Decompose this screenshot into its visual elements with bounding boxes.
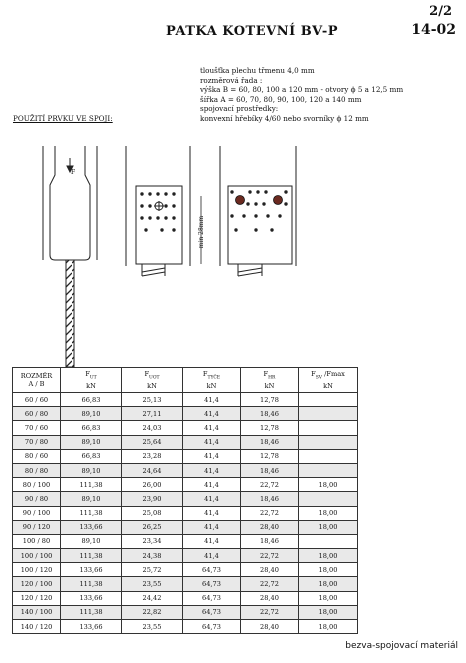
header-unit: A / B <box>28 380 45 388</box>
table-row <box>13 407 358 421</box>
nail-hole <box>278 214 281 217</box>
table-cell: 26,00 <box>122 478 183 492</box>
rod-line <box>238 268 262 272</box>
nail-hole <box>156 192 159 195</box>
nail-hole <box>156 216 159 219</box>
header-symbol: F <box>144 369 150 378</box>
column-header <box>122 368 183 393</box>
nail-hole <box>164 216 167 219</box>
table-cell: 41,4 <box>183 449 241 463</box>
table-cell: 89,10 <box>61 492 122 506</box>
table-cell: 111,38 <box>61 478 122 492</box>
table-row <box>13 435 358 449</box>
plate-outline <box>136 186 182 264</box>
table-cell: 111,38 <box>61 577 122 591</box>
spec-line: výška B = 60, 80, 100 a 120 mm - otvory ϕ 5 a 12,5 mm <box>200 85 404 95</box>
table-cell: 25,72 <box>122 563 183 577</box>
table-row <box>13 492 358 506</box>
table-row <box>13 620 358 634</box>
column-header <box>13 368 61 393</box>
spec-line: spojovací prostředky: <box>200 104 279 114</box>
column-header <box>241 368 299 393</box>
table-cell: 41,4 <box>183 393 241 407</box>
table-cell: 18,00 <box>299 520 358 534</box>
table-cell <box>299 534 358 548</box>
table-cell: 23,28 <box>122 449 183 463</box>
table-cell: 64,73 <box>183 563 241 577</box>
table-cell: 18,00 <box>299 605 358 619</box>
table-cell <box>299 421 358 435</box>
header-symbol: F <box>311 369 316 378</box>
table-cell: 24,03 <box>122 421 183 435</box>
table-cell: 66,83 <box>61 449 122 463</box>
footer-brand: bezva-spojovací materiál <box>345 641 458 651</box>
table-row <box>13 605 358 619</box>
table-cell: 24,42 <box>122 591 183 605</box>
header-unit: kN <box>147 382 157 391</box>
table-cell: 18,46 <box>241 463 299 477</box>
table-cell: 18,46 <box>241 407 299 421</box>
nail-hole <box>172 204 175 207</box>
table-cell: 22,72 <box>241 478 299 492</box>
rod-line <box>238 272 262 276</box>
page-number: 2/2 <box>429 4 452 19</box>
table-cell: 12,78 <box>241 421 299 435</box>
table-cell: 89,10 <box>61 463 122 477</box>
table-cell: 111,38 <box>61 549 122 563</box>
nail-hole <box>140 216 143 219</box>
table-cell <box>299 492 358 506</box>
nail-hole <box>254 228 257 231</box>
table-cell: 22,72 <box>241 577 299 591</box>
spec-list <box>200 66 403 124</box>
nail-hole <box>256 190 259 193</box>
table-row <box>13 506 358 520</box>
table-cell: 70 / 80 <box>13 435 61 449</box>
table-cell: 133,66 <box>61 620 122 634</box>
table-cell: 80 / 100 <box>13 478 61 492</box>
table-cell: 18,46 <box>241 492 299 506</box>
column-header <box>299 368 358 393</box>
spec-line: šířka A = 60, 70, 80, 90, 100, 120 a 140 mm <box>200 94 362 104</box>
column-header <box>183 368 241 393</box>
column-header <box>61 368 122 393</box>
table-cell: 133,66 <box>61 563 122 577</box>
nail-hole <box>284 190 287 193</box>
table-cell: 80 / 60 <box>13 449 61 463</box>
dimension-label: min 28mm <box>198 215 205 249</box>
table-row <box>13 463 358 477</box>
table-cell: 25,08 <box>122 506 183 520</box>
table-cell: 64,73 <box>183 591 241 605</box>
table-cell: 41,4 <box>183 421 241 435</box>
header-unit: kN <box>264 382 275 391</box>
table-cell: 100 / 80 <box>13 534 61 548</box>
table-cell: 41,4 <box>183 520 241 534</box>
nail-hole <box>270 228 273 231</box>
table-cell: 60 / 80 <box>13 407 61 421</box>
table-row <box>13 577 358 591</box>
nail-hole <box>254 202 257 205</box>
side-view <box>43 146 97 367</box>
table-row <box>13 520 358 534</box>
nail-hole <box>264 190 267 193</box>
nail-hole <box>266 214 269 217</box>
technical-drawing <box>0 130 466 370</box>
table-cell: 27,11 <box>122 407 183 421</box>
nail-hole <box>164 192 167 195</box>
table-cell <box>299 463 358 477</box>
force-label: F <box>71 169 76 176</box>
table-cell: 100 / 100 <box>13 549 61 563</box>
header-symbol: F <box>85 369 90 378</box>
nail-hole <box>140 204 143 207</box>
table-cell: 41,4 <box>183 478 241 492</box>
nail-hole <box>246 202 249 205</box>
table-row <box>13 393 358 407</box>
table-cell: 12,78 <box>241 393 299 407</box>
nail-hole <box>230 190 233 193</box>
table-cell: 23,34 <box>122 534 183 548</box>
table-cell: 140 / 100 <box>13 605 61 619</box>
table-cell: 24,64 <box>122 463 183 477</box>
table-cell <box>299 393 358 407</box>
table-cell: 18,00 <box>299 620 358 634</box>
table-cell: 18,00 <box>299 563 358 577</box>
table-cell: 41,4 <box>183 549 241 563</box>
table-cell: 90 / 120 <box>13 520 61 534</box>
table-cell: 111,38 <box>61 506 122 520</box>
spec-line: rozměrová řada : <box>200 75 263 85</box>
nail-hole <box>284 202 287 205</box>
table-cell: 41,4 <box>183 492 241 506</box>
header-subscript: HR <box>268 375 276 381</box>
table-cell: 18,00 <box>299 577 358 591</box>
nail-hole <box>172 216 175 219</box>
table-cell: 18,00 <box>299 478 358 492</box>
nail-hole <box>148 192 151 195</box>
table-cell: 22,72 <box>241 549 299 563</box>
table-cell: 18,46 <box>241 534 299 548</box>
nail-hole <box>148 204 151 207</box>
bolt-hole <box>236 196 245 205</box>
table-cell: 25,13 <box>122 393 183 407</box>
table-cell <box>299 407 358 421</box>
table-cell: 22,72 <box>241 605 299 619</box>
table-cell: 90 / 100 <box>13 506 61 520</box>
table-cell: 22,72 <box>241 506 299 520</box>
table-cell: 120 / 120 <box>13 591 61 605</box>
nail-hole <box>172 192 175 195</box>
header-unit: kN <box>323 382 333 391</box>
table-cell: 41,4 <box>183 407 241 421</box>
table-cell: 41,4 <box>183 435 241 449</box>
table-cell: 18,00 <box>299 506 358 520</box>
table-cell: 89,10 <box>61 435 122 449</box>
nail-hole <box>254 214 257 217</box>
front-view-nails <box>126 146 190 276</box>
table-row <box>13 478 358 492</box>
table-row <box>13 534 358 548</box>
table-cell <box>299 435 358 449</box>
nail-hole <box>144 228 147 231</box>
table-cell: 41,4 <box>183 534 241 548</box>
table-cell: 41,4 <box>183 506 241 520</box>
spec-line: konvexní hřebíky 4/60 nebo svorníky ϕ 12 mm <box>200 113 369 123</box>
table-row <box>13 421 358 435</box>
header-symbol: F <box>263 369 269 378</box>
table-row <box>13 563 358 577</box>
threaded-rod <box>66 260 74 367</box>
table-body <box>13 393 358 634</box>
header-subscript: UOT <box>149 375 160 381</box>
table-cell: 111,38 <box>61 605 122 619</box>
rod-line <box>142 268 165 272</box>
load-table <box>12 367 358 634</box>
table-cell: 89,10 <box>61 407 122 421</box>
nail-hole <box>242 214 245 217</box>
front-view-bolts <box>220 146 296 276</box>
document-title: PATKA KOTEVNÍ BV-P <box>166 24 338 39</box>
table-cell: 90 / 80 <box>13 492 61 506</box>
table-cell: 23,55 <box>122 620 183 634</box>
header-unit: kN <box>206 382 217 391</box>
table-row <box>13 591 358 605</box>
header-subscript: TYČE <box>207 375 221 381</box>
usage-label: POUŽITÍ PRVKU VE SPOJI: <box>13 114 113 123</box>
nail-hole <box>172 228 175 231</box>
spec-line: tloušťka plechu třmenu 4,0 mm <box>200 66 315 75</box>
nail-hole <box>248 190 251 193</box>
nail-hole <box>148 216 151 219</box>
nail-hole <box>230 214 233 217</box>
table-cell: 25,64 <box>122 435 183 449</box>
table-cell <box>299 449 358 463</box>
rod-line <box>142 272 165 276</box>
table-cell: 60 / 60 <box>13 393 61 407</box>
table-cell: 24,38 <box>122 549 183 563</box>
table-cell: 89,10 <box>61 534 122 548</box>
header-unit: kN <box>86 382 96 391</box>
header-subscript: SV <box>315 375 323 381</box>
table-row <box>13 449 358 463</box>
table-header <box>13 368 358 393</box>
table-cell: 18,46 <box>241 435 299 449</box>
header-symbol: ROZMĚR <box>20 372 53 380</box>
table-cell: 18,00 <box>299 591 358 605</box>
nail-hole <box>160 228 163 231</box>
table-cell: 22,82 <box>122 605 183 619</box>
table-row <box>13 549 358 563</box>
table-cell: 12,78 <box>241 449 299 463</box>
nail-hole <box>234 228 237 231</box>
table-cell: 26,25 <box>122 520 183 534</box>
table-cell: 28,40 <box>241 591 299 605</box>
table-cell: 133,66 <box>61 520 122 534</box>
table-cell: 120 / 100 <box>13 577 61 591</box>
table-cell: 66,83 <box>61 393 122 407</box>
table-cell: 64,73 <box>183 577 241 591</box>
table-cell: 28,40 <box>241 520 299 534</box>
table-cell: 100 / 120 <box>13 563 61 577</box>
document-code: 14-02 <box>411 22 456 38</box>
table-cell: 28,40 <box>241 620 299 634</box>
table-cell: 23,90 <box>122 492 183 506</box>
nail-hole <box>262 202 265 205</box>
nail-hole <box>164 204 167 207</box>
nail-hole <box>140 192 143 195</box>
table-cell: 41,4 <box>183 463 241 477</box>
table-cell: 18,00 <box>299 549 358 563</box>
header-symbol: F <box>202 369 208 378</box>
table-cell: 66,83 <box>61 421 122 435</box>
header-suffix: /Fmax <box>322 369 345 378</box>
table-cell: 133,66 <box>61 591 122 605</box>
header-subscript: UT <box>89 375 97 381</box>
bolt-hole <box>274 196 283 205</box>
table-cell: 64,73 <box>183 620 241 634</box>
table-cell: 80 / 80 <box>13 463 61 477</box>
table-cell: 64,73 <box>183 605 241 619</box>
table-cell: 28,40 <box>241 563 299 577</box>
table-cell: 70 / 60 <box>13 421 61 435</box>
table-cell: 140 / 120 <box>13 620 61 634</box>
nail-holes <box>140 192 175 231</box>
table-cell: 23,55 <box>122 577 183 591</box>
